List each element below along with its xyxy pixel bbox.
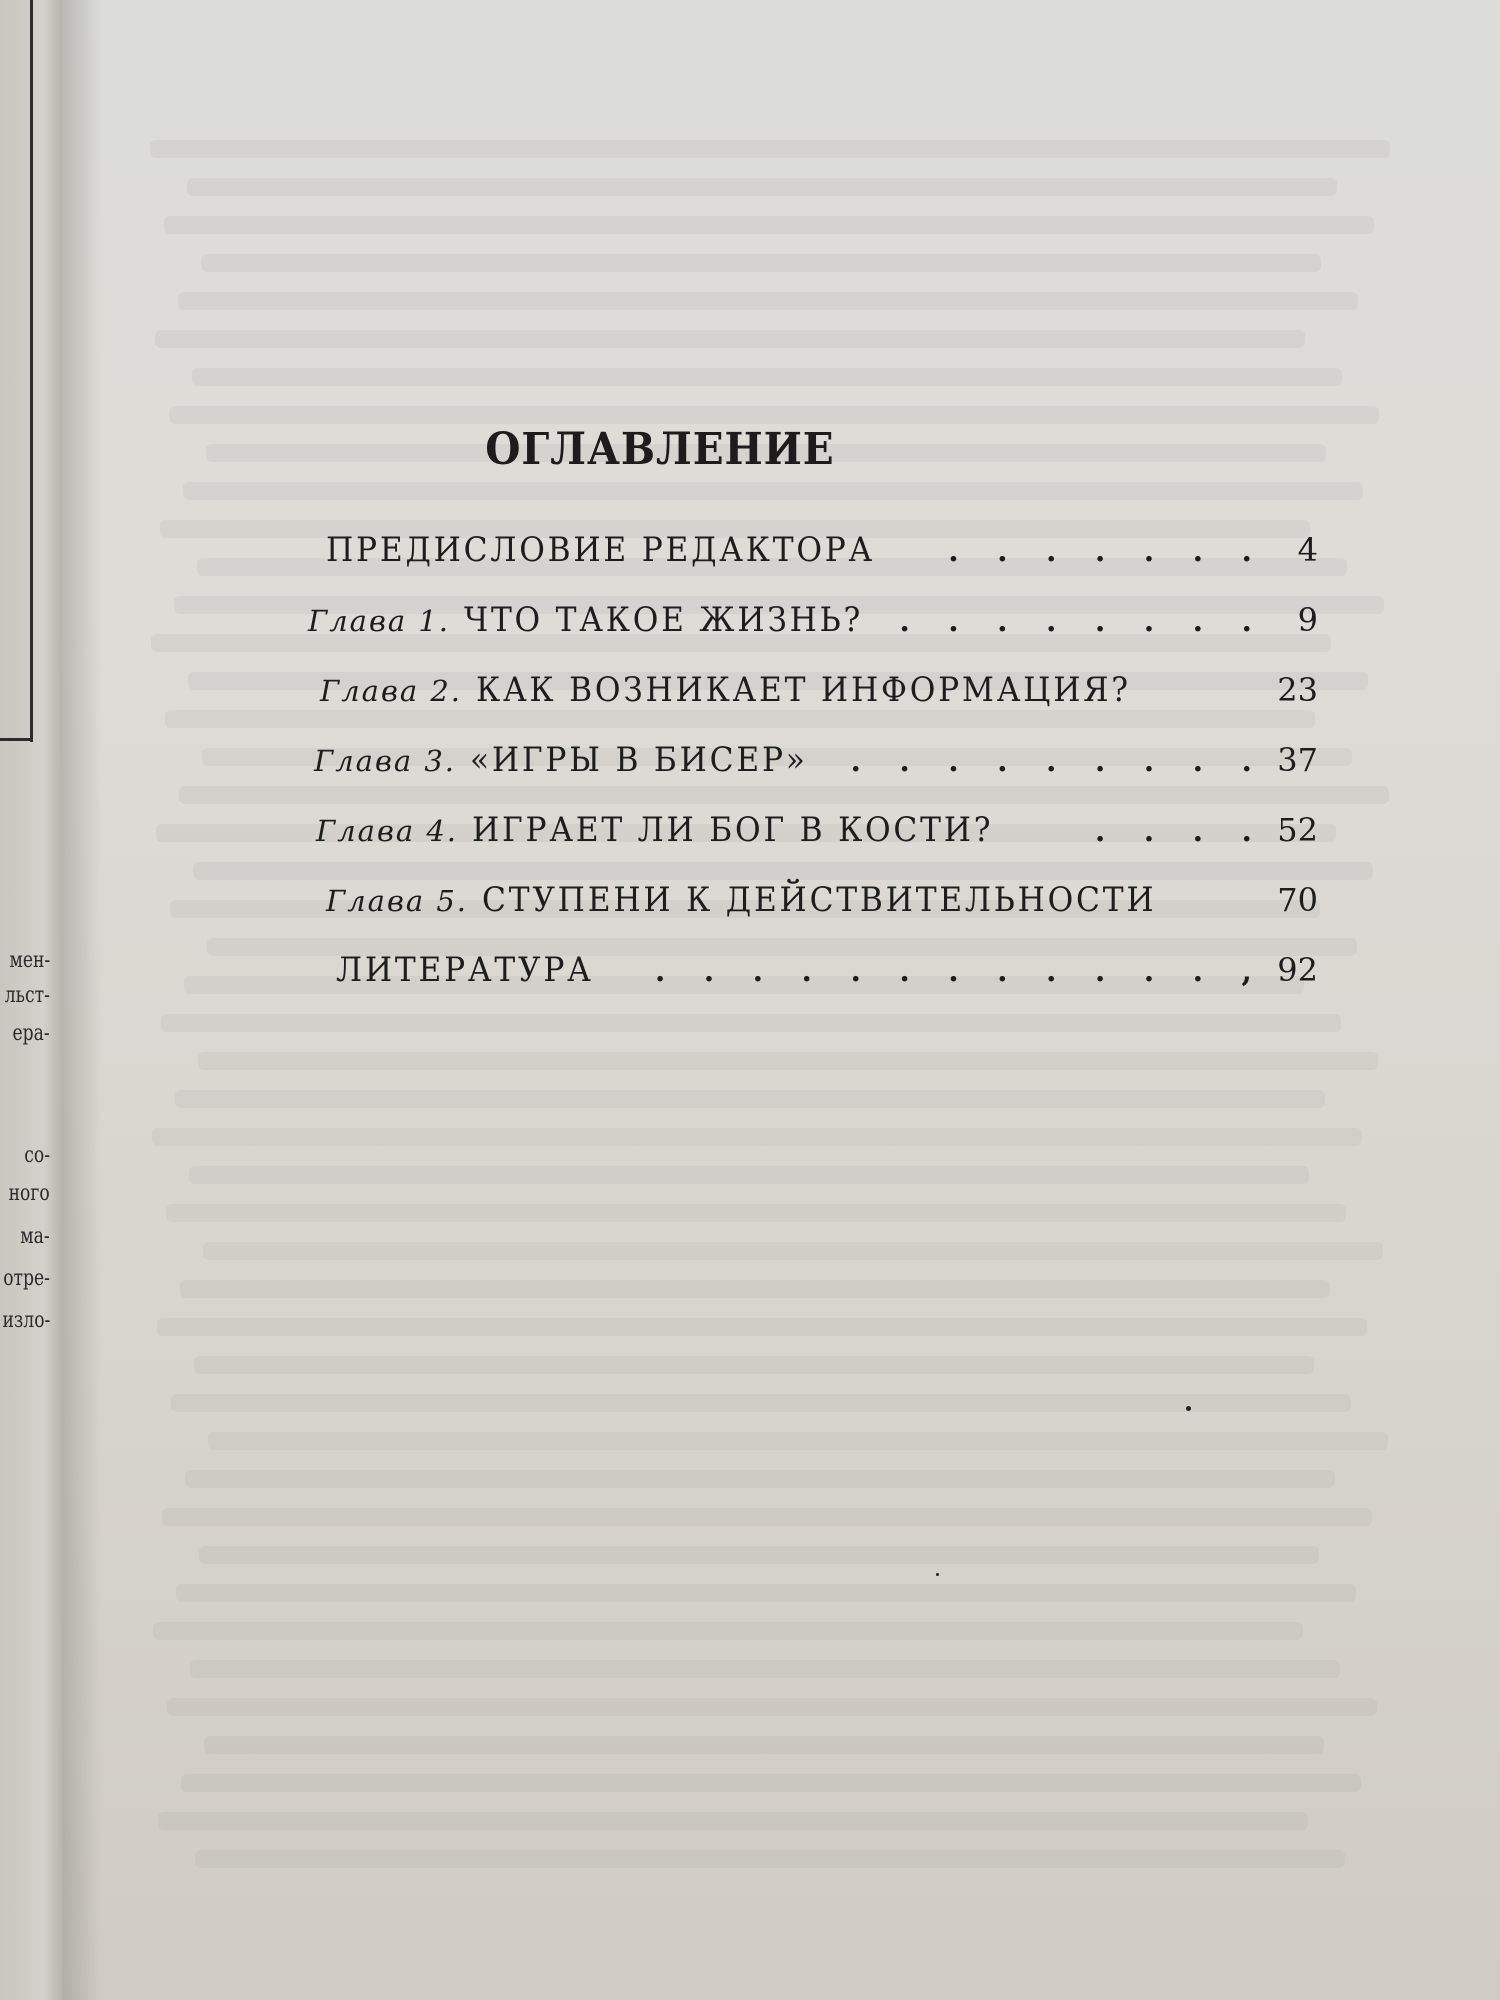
- bleed-through-line: [187, 178, 1337, 196]
- toc-entry-label: ИГРАЕТ ЛИ БОГ В КОСТИ?: [472, 810, 994, 850]
- toc-entry-label: СТУПЕНИ К ДЕЙСТВИТЕЛЬНОСТИ: [482, 880, 1157, 920]
- bleed-through-line: [192, 368, 1342, 386]
- toc-entry-leader: . . . . . . . .: [899, 604, 1266, 639]
- bleed-through-line: [166, 1204, 1346, 1222]
- toc-entry: [308, 950, 1318, 1020]
- bleed-through-line: [167, 1698, 1377, 1716]
- left-page-fragment: отре-: [3, 1266, 50, 1291]
- bleed-through-line: [157, 1318, 1367, 1336]
- left-page-horizontal-rule: [0, 738, 32, 741]
- toc-entry-page: 4: [1297, 531, 1318, 569]
- bleed-through-line: [189, 1166, 1309, 1184]
- toc-entry-label: «ИГРЫ В БИСЕР»: [470, 740, 808, 780]
- bleed-through-line: [158, 1812, 1308, 1830]
- bleed-through-line: [171, 1394, 1351, 1412]
- left-page-fragment: льст-: [4, 983, 50, 1008]
- left-page-fragment: изло-: [2, 1308, 50, 1333]
- toc-entry-leader: , . . . . . . . . . . . .: [654, 954, 1266, 989]
- toc-entry: [308, 880, 1318, 950]
- left-page-vertical-rule: [30, 0, 33, 742]
- left-page-fragment: ного: [8, 1181, 50, 1206]
- bleed-through-line: [150, 140, 1390, 158]
- bleed-through-line: [169, 406, 1379, 424]
- toc-entry-page: 37: [1277, 741, 1318, 779]
- bleed-through-line: [175, 1090, 1325, 1108]
- toc-entry-page: 70: [1277, 881, 1318, 919]
- toc-entry-label: ПРЕДИСЛОВИЕ РЕДАКТОРА: [326, 530, 876, 570]
- toc-entry-leader: . . . . . . . . .: [850, 744, 1266, 779]
- bleed-through-line: [203, 1242, 1383, 1260]
- bleed-through-line: [204, 1736, 1324, 1754]
- toc-entry-chapter: Глава 2.: [320, 674, 463, 708]
- left-page-fragment: мен-: [9, 948, 50, 973]
- bleed-through-line: [201, 254, 1321, 272]
- toc-entry-leader: . . . .: [1094, 814, 1266, 849]
- toc-entry-label: КАК ВОЗНИКАЕТ ИНФОРМАЦИЯ?: [476, 670, 1131, 710]
- bleed-through-line: [198, 1052, 1378, 1070]
- book-gutter-shadow: [62, 0, 102, 2000]
- toc-entry-chapter: Глава 1.: [308, 604, 451, 638]
- bleed-through-line: [185, 1470, 1335, 1488]
- toc-title: [0, 424, 1440, 475]
- toc-entry: [308, 670, 1318, 740]
- toc-entry: [308, 600, 1318, 670]
- left-page-fragment: со-: [24, 1143, 50, 1168]
- toc-entry: [308, 810, 1318, 880]
- toc-entry-label: ЛИТЕРАТУРА: [336, 950, 594, 990]
- bleed-through-line: [153, 1622, 1303, 1640]
- toc-entry-leader: . . . . . . .: [948, 534, 1266, 569]
- bleed-through-line: [155, 330, 1305, 348]
- toc-entry-chapter: Глава 4.: [316, 814, 459, 848]
- bleed-through-line: [181, 1774, 1361, 1792]
- table-of-contents: [308, 530, 1318, 1020]
- print-speck: [1186, 1406, 1191, 1411]
- toc-entry-page: 92: [1277, 951, 1318, 989]
- toc-entry-page: 23: [1277, 671, 1318, 709]
- toc-entry: [308, 740, 1318, 810]
- toc-entry: [308, 530, 1318, 600]
- toc-entry-page: 52: [1277, 811, 1318, 849]
- bleed-through-line: [178, 292, 1358, 310]
- toc-title-text: ОГЛАВЛЕНИЕ: [485, 424, 835, 475]
- toc-entry-page: 9: [1297, 601, 1318, 639]
- bleed-through-line: [152, 1128, 1362, 1146]
- bleed-through-line: [208, 1432, 1388, 1450]
- bleed-through-line: [194, 1356, 1314, 1374]
- bleed-through-line: [162, 1508, 1372, 1526]
- left-page-fragment: ера-: [12, 1021, 50, 1046]
- toc-entry-chapter: Глава 5.: [326, 884, 469, 918]
- bleed-through-line: [183, 482, 1363, 500]
- bleed-through-line: [180, 1280, 1330, 1298]
- bleed-through-line: [164, 216, 1374, 234]
- toc-entry-chapter: Глава 3.: [314, 744, 457, 778]
- print-speck: [936, 1573, 939, 1576]
- left-page-fragment: ма-: [20, 1224, 50, 1249]
- bleed-through-line: [195, 1850, 1345, 1868]
- bleed-through-line: [176, 1584, 1356, 1602]
- bleed-through-line: [190, 1660, 1340, 1678]
- bleed-through-line: [199, 1546, 1319, 1564]
- toc-entry-label: ЧТО ТАКОЕ ЖИЗНЬ?: [464, 600, 864, 640]
- left-page-edge: [0, 0, 62, 2000]
